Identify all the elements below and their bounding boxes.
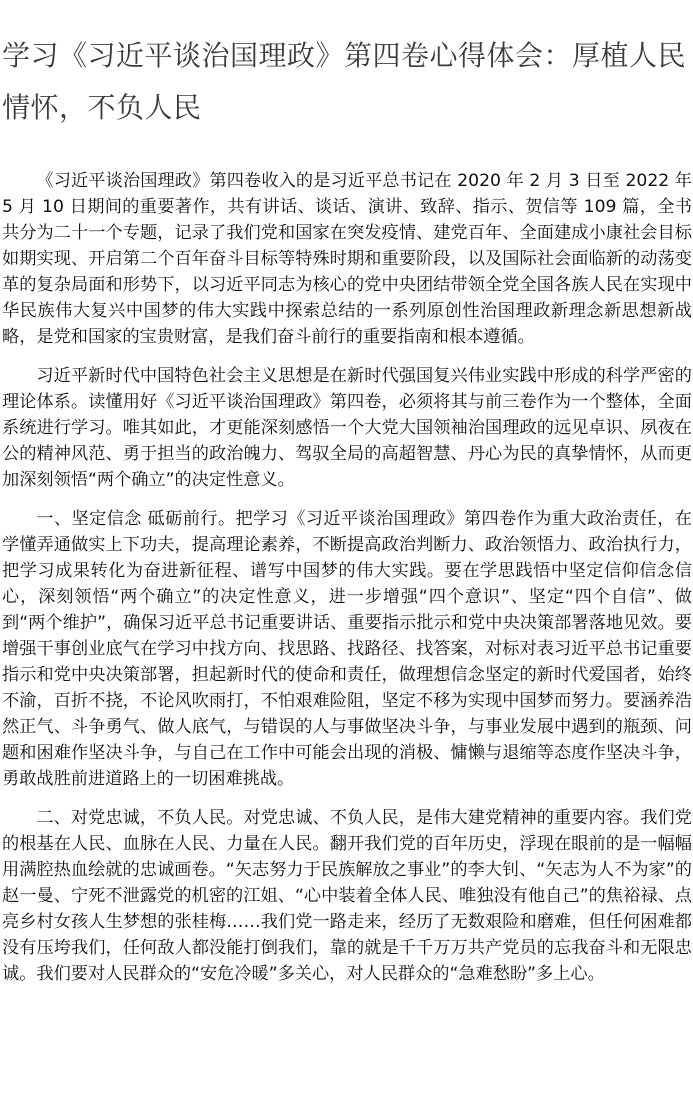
paragraph-section-two: 二、对党忠诚，不负人民。对党忠诚、不负人民，是伟大建党精神的重要内容。我们党的根基在人民、血脉在人民、力量在人民。翻开我们党的百年历史，浮现在眼前的是一幅幅用满腔热血绘就的忠诚画卷。“矢志努力于民族解放之事业”的李大钊、“矢志为人不为家”的赵一曼、宁死不泄露党的机密的江姐、“心中装着全体人民、唯独没有他自己”的焦裕禄、点亮乡村女孩人生梦想的张桂梅……我们党一路走来，经历了无数艰险和磨难，但任何困难都没有压垮我们，任何敌人都没能打倒我们，靠的就是千千万万共产党员的忘我奋斗和无限忠诚。我们要对人民群众的“安危冷暖”多关心，对人民群众的“急难愁盼”多上心。 — [2, 808, 692, 984]
paragraph-intro: 《习近平谈治国理政》第四卷收入的是习近平总书记在 2020 年 2 月 3 日至 2022 年 5 月 10 日期间的重要著作，共有讲话、谈话、演讲、致辞、指示、贺信等 109 篇，全书共分为二十一个专题，记录了我们党和国家在突发疫情、建党百年、全面建成小康社会目标如期实现、开启第二个百年奋斗目标等特殊时期和重要阶段，以及国际社会面临新的动荡变革的复杂局面和形势下，以习近平同志为核心的党中央团结带领全党全国各族人民在实现中华民族伟大复兴中国梦的伟大实践中探索总结的一系列原创性治国理政新理念新思想新战略，是党和国家的宝贵财富，是我们奋斗前行的重要指南和根本遵循。 — [2, 171, 692, 347]
paragraph-thought: 习近平新时代中国特色社会主义思想是在新时代强国复兴伟业实践中形成的科学严密的理论体系。读懂用好《习近平谈治国理政》第四卷，必须将其与前三卷作为一个整体，全面系统进行学习。唯其如此，才更能深刻感悟一个大党大国领袖治国理政的远见卓识、夙夜在公的精神风范、勇于担当的政治魄力、驾驭全局的高超智慧、丹心为民的真挚情怀，从而更加深刻领悟“两个确立”的决定性意义。 — [2, 366, 692, 490]
article-body — [2, 168, 692, 1000]
paragraph-section-one: 一、坚定信念 砥砺前行。把学习《习近平谈治国理政》第四卷作为重大政治责任，在学懂弄通做实上下功夫，提高理论素养，不断提高政治判断力、政治领悟力、政治执行力，把学习成果转化为奋进新征程、谱写中国梦的伟大实践。要在学思践悟中坚定信仰信念信心，深刻领悟“两个确立”的决定性意义，进一步增强“四个意识”、坚定“四个自信”、做到“两个维护”，确保习近平总书记重要讲话、重要指示批示和党中央决策部署落地见效。要增强干事创业底气在学习中找方向、找思路、找路径、找答案，对标对表习近平总书记重要指示和党中央决策部署，担起新时代的使命和责任，做理想信念坚定的新时代爱国者，始终不渝，百折不挠，不论风吹雨打，不怕艰难险阻，坚定不移为实现中国梦而努力。要涵养浩然正气、斗争勇气、做人底气，与错误的人与事做坚决斗争，与事业发展中遇到的瓶颈、问题和困难作坚决斗争，与自己在工作中可能会出现的消极、慵懒与退缩等态度作坚决斗争，勇敢战胜前进道路上的一切困难挑战。 — [2, 509, 692, 789]
article-title: 学习《习近平谈治国理政》第四卷心得体会：厚植人民情怀，不负人民 — [2, 39, 687, 124]
